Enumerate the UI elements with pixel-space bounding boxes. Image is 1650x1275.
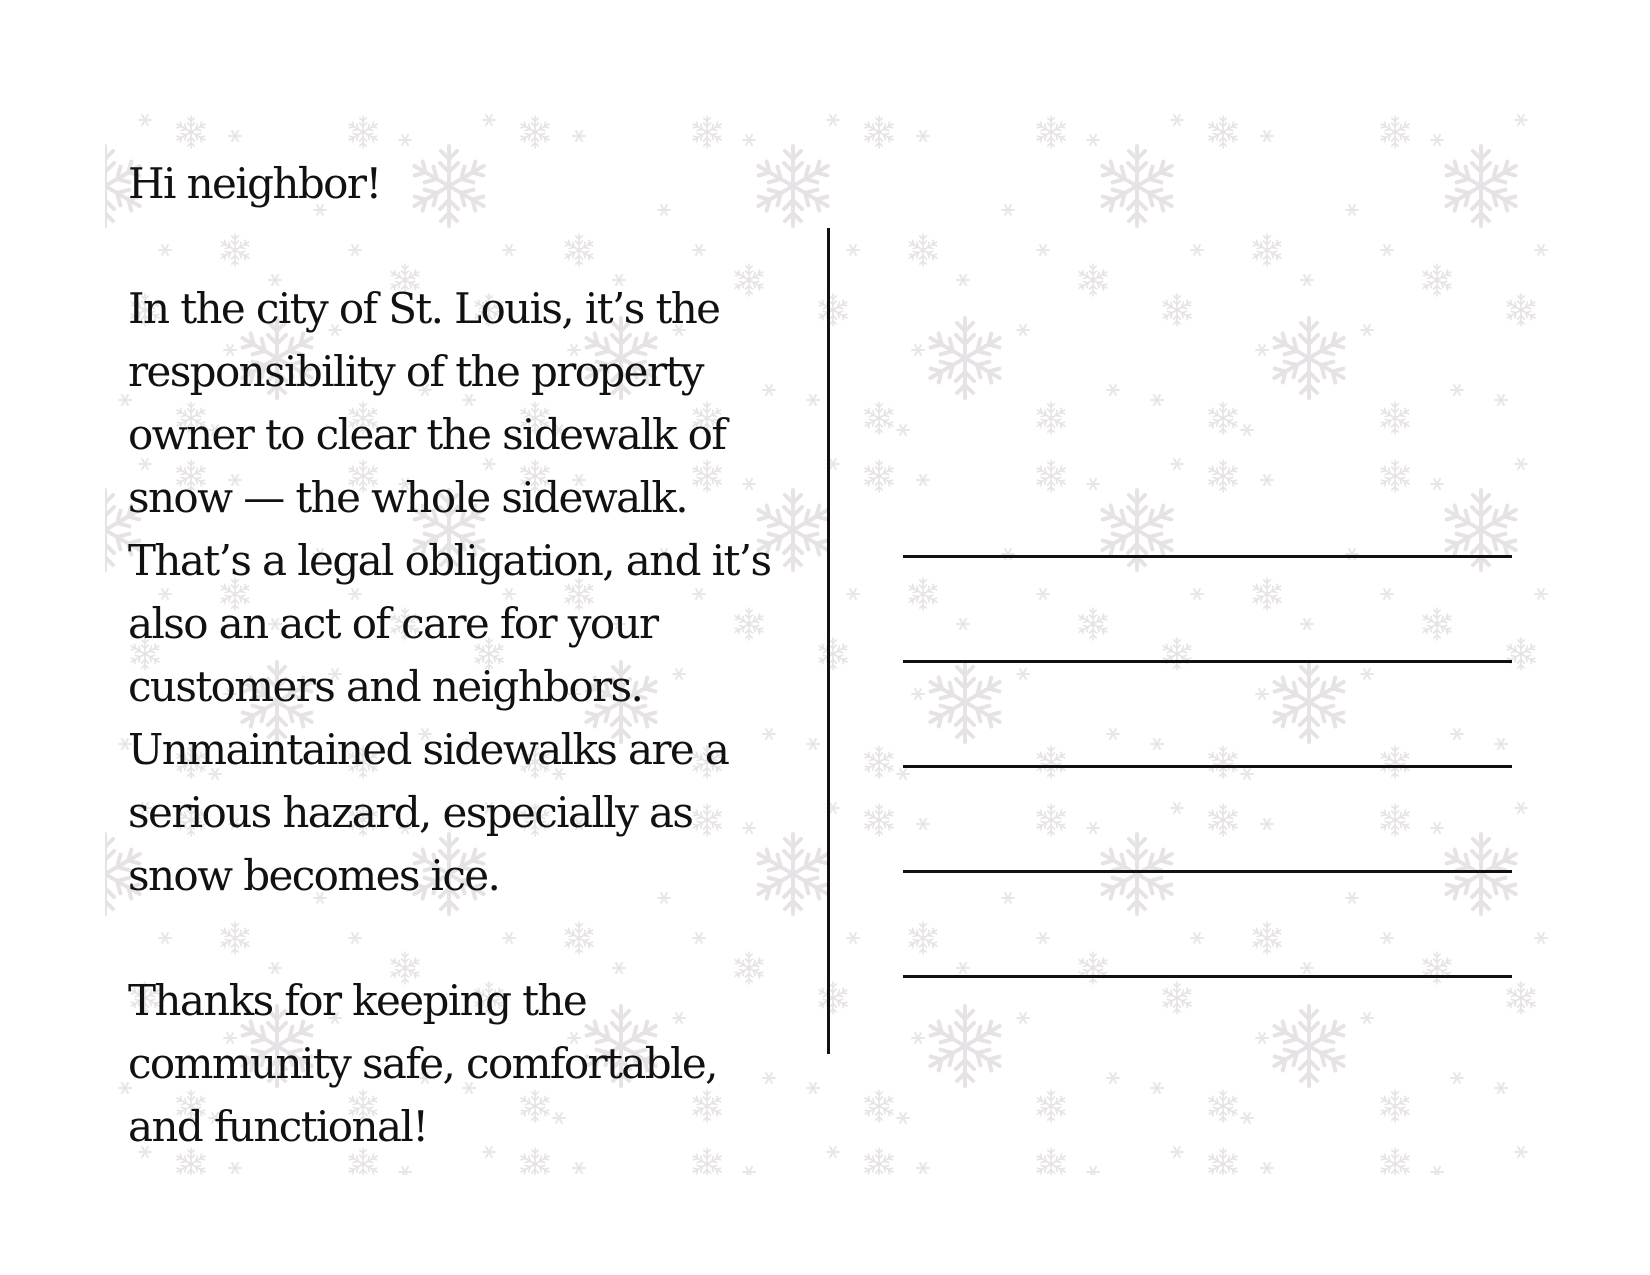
- greeting: Hi neighbor!: [128, 159, 381, 208]
- closing: Thanks for keeping the community safe, comfortable, and functional!: [128, 976, 717, 1151]
- address-line: [903, 765, 1512, 768]
- divider-line: [827, 228, 830, 1054]
- address-line: [903, 660, 1512, 663]
- message-area: [128, 152, 778, 1158]
- message-body: In the city of St. Louis, it’s the responsibility of the property owner to clear the sidewalk of snow — the whole sidewalk. That’s a legal obligation, and it’s also an act of care for your customers and neighbors. Unmaintained sidewalks are a serious hazard, especially as snow becomes ice.: [128, 284, 771, 900]
- address-line: [903, 870, 1512, 873]
- address-line: [903, 555, 1512, 558]
- address-line: [903, 975, 1512, 978]
- postcard: [105, 100, 1552, 1175]
